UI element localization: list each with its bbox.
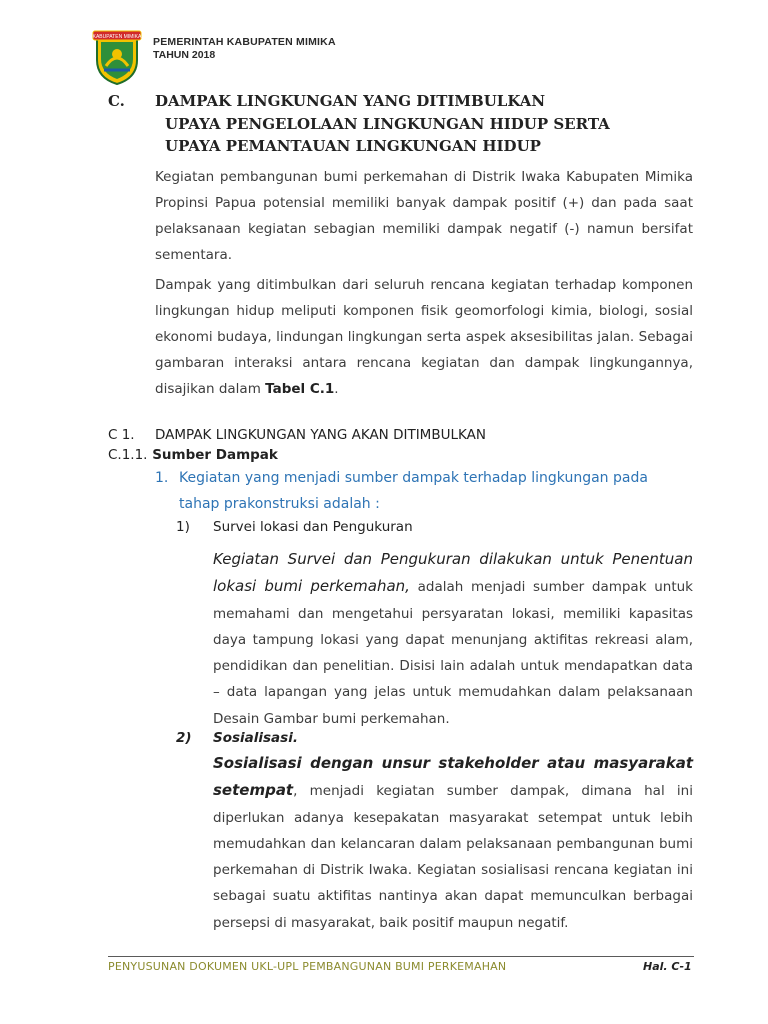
- subsection-heading: [108, 447, 278, 463]
- intro-paragraph-1: Kegiatan pembangunan bumi perkemahan di Distrik Iwaka Kabupaten Mimika Propinsi Papua potensial memiliki banyak dampak positif (+) dan pada saat pelaksanaan kegiatan sebagian memiliki dampak negatif (-) namun bersifat sementara.: [155, 169, 693, 263]
- footer-page-number: Hal. C-1: [643, 960, 692, 973]
- intro-paragraph-2: Dampak yang ditimbulkan dari seluruh rencana kegiatan terhadap komponen lingkungan hidup meliputi komponen fisik geomorfologi kimia, biologi, sosial ekonomi budaya, lindungan lingkungan serta aspek aksesibilitas jalan. Sebagai gambaran interaksi antara rencana kegiatan dan dampak lingkungannya, disajikan dalam Tabel C.1.: [155, 277, 693, 397]
- subsection-number: C.1.1.: [108, 447, 148, 463]
- subitem-2-number: 2): [176, 730, 192, 746]
- subitem-2-title: Sosialisasi.: [213, 730, 298, 746]
- subitem-1-number: 1): [176, 519, 190, 535]
- section-heading: [108, 427, 486, 443]
- document-year: TAHUN 2018: [153, 49, 216, 61]
- kabupaten-emblem-icon: [92, 26, 142, 86]
- chapter-title-line-2: UPAYA PENGELOLAAN LINGKUNGAN HIDUP SERTA: [165, 115, 610, 133]
- footer-document-title: PENYUSUNAN DOKUMEN UKL-UPL PEMBANGUNAN BUMI PERKEMAHAN: [108, 960, 507, 973]
- subsection-title: Sumber Dampak: [152, 447, 278, 463]
- chapter-title-line-3: UPAYA PEMANTAUAN LINGKUNGAN HIDUP: [165, 137, 541, 155]
- section-title: DAMPAK LINGKUNGAN YANG AKAN DITIMBULKAN: [155, 427, 486, 443]
- list-item-1: 1. Kegiatan yang menjadi sumber dampak terhadap lingkungan pada tahap prakonstruksi adalah :: [155, 470, 648, 512]
- footer-divider: [108, 956, 694, 957]
- section-number: C 1.: [108, 427, 135, 443]
- subitem-1-title: Survei lokasi dan Pengukuran: [213, 519, 413, 535]
- subitem-1-paragraph: Kegiatan Survei dan Pengukuran dilakukan untuk Penentuan lokasi bumi perkemahan, adalah menjadi sumber dampak untuk memahami dan mengetahui persyaratan lokasi, memiliki kapasitas daya tampung lokasi yang dapat menunjang aktifitas rekreasi alam, pendidikan dan penelitian. Disisi lain adalah untuk mendapatkan data – data lapangan yang jelas untuk memudahkan dalam pelaksanaan Desain Gambar bumi perkemahan.: [213, 550, 693, 727]
- institution-name: PEMERINTAH KABUPATEN MIMIKA: [153, 36, 336, 48]
- logo-banner-text: KABUPATEN MIMIKA: [92, 34, 142, 40]
- chapter-letter: C.: [108, 92, 125, 110]
- subitem-2-paragraph: Sosialisasi dengan unsur stakeholder atau masyarakat setempat, menjadi kegiatan sumber dampak, dimana hal ini diperlukan adanya kesepakatan masyarakat setempat untuk lebih memudahkan dan kelancaran dalam pelaksanaan pembangunan bumi perkemahan di Distrik Iwaka. Kegiatan sosialisasi rencana kegiatan ini sebagai suatu aktifitas nantinya akan dapat memunculkan berbagai persepsi di masyarakat, baik positif maupun negatif.: [213, 754, 693, 931]
- chapter-title-line-1: DAMPAK LINGKUNGAN YANG DITIMBULKAN: [155, 92, 546, 110]
- table-reference: Tabel C.1: [265, 381, 335, 397]
